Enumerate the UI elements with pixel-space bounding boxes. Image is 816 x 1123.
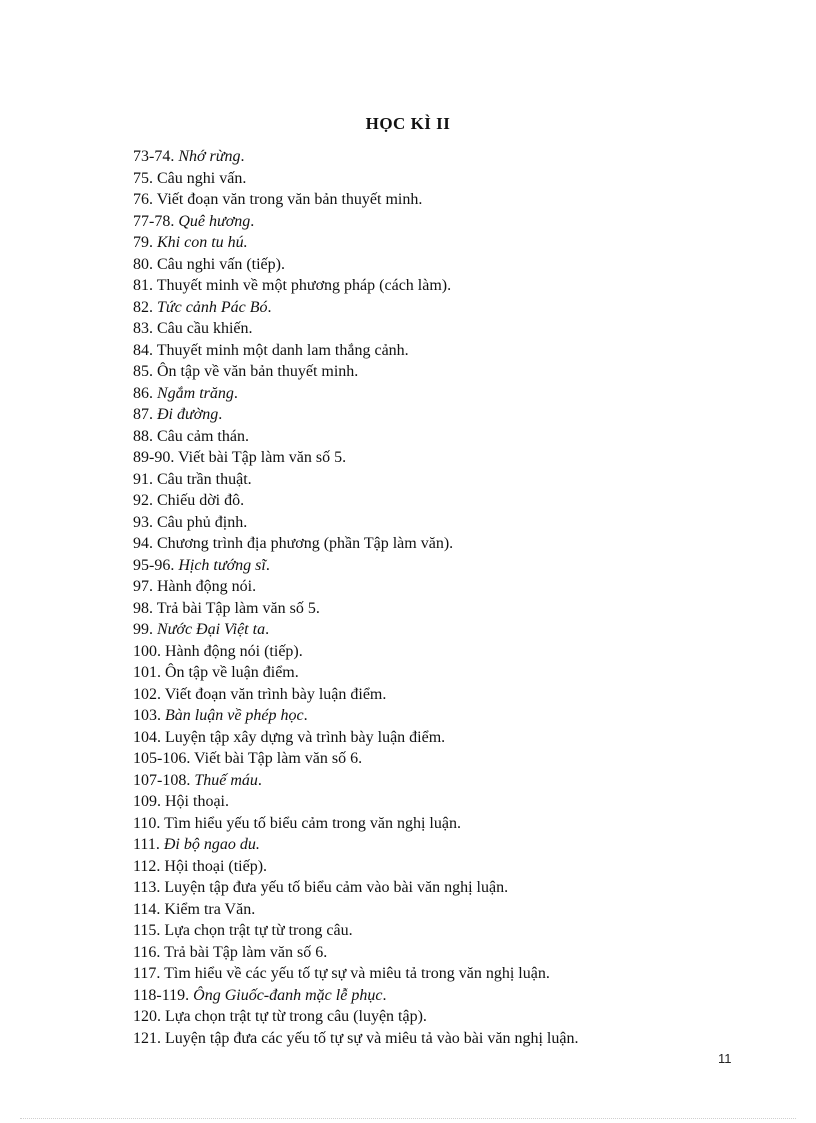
lesson-number: 91.: [133, 470, 153, 488]
lesson-title: Viết đoạn văn trình bày luận điểm.: [164, 685, 387, 703]
lesson-item: [133, 1006, 733, 1028]
lesson-title: Tức cảnh Pác Bó: [157, 298, 268, 316]
lesson-item: [133, 275, 733, 297]
lesson-item: [133, 834, 733, 856]
lesson-title: Hành động nói.: [157, 578, 257, 595]
lesson-number: 88.: [133, 427, 153, 445]
lesson-title: Tìm hiểu về các yếu tố tự sự và miêu tả trong văn nghị luận.: [164, 965, 550, 982]
lesson-title-period: .: [267, 298, 272, 316]
lesson-item: [133, 748, 733, 770]
lesson-item: [133, 318, 733, 340]
lesson-number: 94.: [133, 535, 153, 552]
lesson-number: 101.: [133, 664, 161, 681]
lesson-number: 82.: [133, 298, 153, 316]
lesson-title: Câu cầu khiến.: [157, 320, 253, 337]
lesson-number: 111.: [133, 836, 160, 853]
lesson-item: [133, 447, 733, 469]
lesson-number: 89-90.: [133, 449, 175, 466]
lesson-title: Luyện tập đưa các yếu tố tự sự và miêu tả vào bài văn nghị luận.: [165, 1029, 579, 1047]
lesson-title: Câu phủ định.: [157, 513, 248, 531]
lesson-number: 92.: [133, 492, 153, 509]
lesson-item: [133, 533, 733, 555]
lesson-title: Tìm hiểu yếu tố biểu cảm trong văn nghị luận.: [164, 814, 461, 832]
lesson-number: 93.: [133, 513, 153, 531]
lesson-title: Hịch tướng sĩ: [178, 556, 266, 574]
lesson-title: Đi bộ ngao du.: [163, 836, 260, 853]
lesson-title-period: .: [265, 621, 270, 638]
lesson-title: Lựa chọn trật tự từ trong câu.: [164, 922, 353, 939]
lesson-number: 87.: [133, 406, 153, 423]
section-heading: HỌC KÌ II: [365, 114, 451, 133]
lesson-title: Luyện tập đưa yếu tố biểu cảm vào bài văn nghị luận.: [164, 879, 509, 896]
lesson-title: Câu cảm thán.: [157, 427, 249, 445]
lesson-item: [133, 168, 733, 190]
lesson-title: Thuyết minh một danh lam thắng cảnh.: [156, 341, 409, 359]
lesson-title: Viết bài Tập làm văn số 5.: [178, 449, 347, 466]
lesson-item: [133, 705, 733, 727]
lesson-number: 85.: [133, 363, 153, 380]
lesson-title: Câu nghi vấn.: [157, 169, 247, 187]
lesson-item: [133, 340, 733, 362]
lesson-number: 100.: [133, 642, 161, 660]
lesson-title-period: .: [303, 707, 308, 724]
lesson-number: 112.: [133, 857, 161, 875]
lesson-number: 107-108.: [133, 771, 191, 789]
page-number: 11: [718, 1051, 732, 1066]
lesson-item: [133, 770, 733, 792]
lesson-item: [133, 211, 733, 233]
lesson-title: Ông Giuốc-đanh mặc lễ phục: [193, 986, 383, 1004]
lesson-item: [133, 469, 733, 491]
lesson-number: 73-74.: [133, 148, 175, 165]
lesson-item: [133, 490, 733, 512]
lesson-number: 117.: [133, 965, 161, 982]
lesson-item: [133, 727, 733, 749]
lesson-item: [133, 662, 733, 684]
lesson-title-period: .: [240, 148, 245, 165]
lesson-item: [133, 985, 733, 1007]
lesson-number: 103.: [133, 707, 161, 724]
lesson-title-period: .: [382, 986, 387, 1004]
lesson-item: [133, 555, 733, 577]
lesson-title-period: .: [233, 384, 238, 402]
lesson-title: Lựa chọn trật tự từ trong câu (luyện tập).: [165, 1008, 427, 1025]
lesson-list: [133, 146, 733, 1049]
lesson-number: 77-78.: [133, 212, 175, 230]
lesson-item: [133, 383, 733, 405]
lesson-item: [133, 619, 733, 641]
lesson-title: Hội thoại.: [165, 793, 229, 810]
lesson-title: Thuyết minh về một phương pháp (cách làm).: [156, 277, 452, 294]
lesson-title: Bàn luận về phép học: [165, 707, 304, 724]
lesson-title-period: .: [218, 406, 223, 423]
lesson-number: 84.: [133, 341, 153, 359]
lesson-item: [133, 899, 733, 921]
lesson-item: [133, 576, 733, 598]
lesson-item: [133, 189, 733, 211]
lesson-title: Ngắm trăng: [157, 384, 234, 402]
lesson-item: [133, 641, 733, 663]
lesson-title: Luyện tập xây dựng và trình bày luận điểm.: [165, 728, 446, 746]
lesson-title: Trả bài Tập làm văn số 5.: [156, 599, 320, 617]
lesson-item: [133, 404, 733, 426]
lesson-number: 116.: [133, 943, 161, 961]
lesson-item: [133, 791, 733, 813]
lesson-title: Chương trình địa phương (phần Tập làm văn).: [157, 535, 454, 552]
lesson-number: 83.: [133, 320, 153, 337]
lesson-item: [133, 254, 733, 276]
lesson-number: 118-119.: [133, 986, 190, 1004]
lesson-item: [133, 146, 733, 168]
lesson-item: [133, 512, 733, 534]
lesson-item: [133, 920, 733, 942]
lesson-number: 99.: [133, 621, 153, 638]
lesson-number: 95-96.: [133, 556, 175, 574]
lesson-number: 79.: [133, 234, 153, 251]
lesson-title: Chiếu dời đô.: [157, 492, 245, 509]
lesson-title: Hành động nói (tiếp).: [165, 642, 303, 660]
lesson-item: [133, 877, 733, 899]
lesson-item: [133, 813, 733, 835]
lesson-number: 120.: [133, 1008, 161, 1025]
lesson-number: 98.: [133, 599, 153, 617]
lesson-number: 113.: [133, 879, 161, 896]
lesson-title: Ôn tập về văn bản thuyết minh.: [157, 363, 359, 380]
lesson-title: Nhớ rừng: [178, 148, 241, 165]
lesson-title-period: .: [265, 556, 270, 574]
lesson-title: Câu nghi vấn (tiếp).: [157, 255, 285, 273]
lesson-item: [133, 598, 733, 620]
lesson-title: Ôn tập về luận điểm.: [165, 664, 299, 681]
lesson-title: Viết bài Tập làm văn số 6.: [194, 750, 363, 767]
lesson-number: 102.: [133, 685, 161, 703]
lesson-number: 76.: [133, 191, 153, 208]
lesson-number: 109.: [133, 793, 161, 810]
lesson-title: Viết đoạn văn trong văn bản thuyết minh.: [156, 191, 423, 208]
lesson-item: [133, 942, 733, 964]
lesson-item: [133, 297, 733, 319]
lesson-number: 75.: [133, 169, 153, 187]
lesson-number: 115.: [133, 922, 161, 939]
lesson-number: 97.: [133, 578, 153, 595]
lesson-item: [133, 232, 733, 254]
lesson-number: 114.: [133, 900, 161, 918]
lesson-item: [133, 1028, 733, 1050]
lesson-number: 86.: [133, 384, 153, 402]
lesson-item: [133, 361, 733, 383]
lesson-number: 121.: [133, 1029, 161, 1047]
lesson-title: Đi đường: [157, 406, 219, 423]
lesson-title-period: .: [250, 212, 255, 230]
lesson-title: Nước Đại Việt ta: [157, 621, 266, 638]
lesson-title: Kiểm tra Văn.: [164, 900, 256, 918]
page-edge-divider: [20, 1118, 796, 1119]
lesson-number: 80.: [133, 255, 153, 273]
lesson-title: Câu trần thuật.: [157, 470, 252, 488]
lesson-item: [133, 426, 733, 448]
lesson-number: 104.: [133, 728, 161, 746]
lesson-title: Khi con tu hú.: [157, 234, 248, 251]
lesson-title: Trả bài Tập làm văn số 6.: [164, 943, 328, 961]
lesson-item: [133, 684, 733, 706]
lesson-title: Quê hương: [178, 212, 251, 230]
lesson-title: Thuế máu: [194, 771, 258, 789]
lesson-item: [133, 856, 733, 878]
lesson-number: 110.: [133, 814, 161, 832]
lesson-number: 105-106.: [133, 750, 191, 767]
lesson-title: Hội thoại (tiếp).: [164, 857, 268, 875]
lesson-number: 81.: [133, 277, 153, 294]
lesson-item: [133, 963, 733, 985]
lesson-title-period: .: [257, 771, 262, 789]
